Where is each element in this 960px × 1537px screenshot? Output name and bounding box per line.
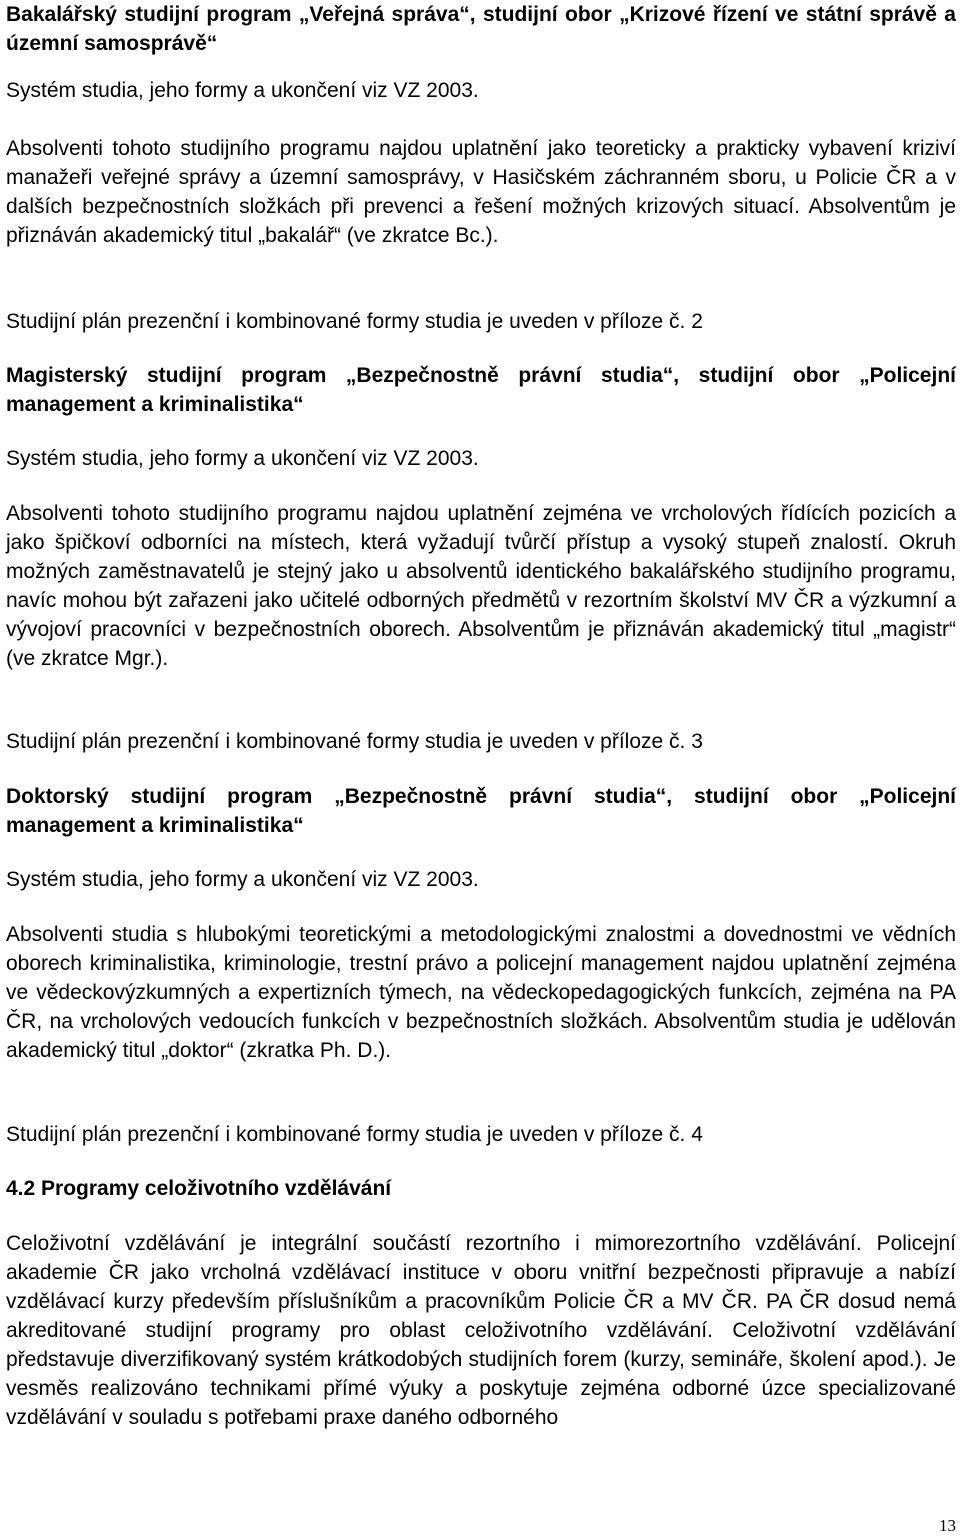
- bachelor-heading: Bakalářský studijní program „Veřejná správa“, studijní obor „Krizové řízení ve státní správě a územní samosprávě“: [6, 3, 956, 55]
- section-heading: 4.2 Programy celoživotního vzdělávání: [6, 1177, 392, 1200]
- master-system-note: Systém studia, jeho formy a ukončení viz VZ 2003.: [6, 447, 479, 470]
- master-heading: Magisterský studijní program „Bezpečnostně právní studia“, studijní obor „Policejní management a kriminalistika“: [6, 364, 956, 416]
- doctoral-system-note: Systém studia, jeho formy a ukončení viz VZ 2003.: [6, 868, 479, 891]
- bachelor-system-note: Systém studia, jeho formy a ukončení viz VZ 2003.: [6, 79, 479, 102]
- doctoral-graduates-paragraph: Absolventi studia s hlubokými teoretickými a metodologickými znalostmi a dovednostmi ve vědních oborech kriminalistika, kriminologie, trestní právo a policejní management najdou uplatnění zejména ve vědeckovýzkumných a expertizních týmech, na vědeckopedagogických funkcích, zejména na PA ČR, na vrcholových vedoucích funkcích v bezpečnostních složkách. Absolventům studia je udělován akademický titul „doktor“ (zkratka Ph. D.).: [6, 923, 956, 1062]
- doctoral-study-plan-note: Studijní plán prezenční i kombinované formy studia je uveden v příloze č. 4: [6, 1123, 703, 1146]
- doctoral-heading: Doktorský studijní program „Bezpečnostně právní studia“, studijní obor „Policejní management a kriminalistika“: [6, 785, 956, 837]
- master-study-plan-note: Studijní plán prezenční i kombinované formy studia je uveden v příloze č. 3: [6, 730, 703, 753]
- master-graduates-paragraph: Absolventi tohoto studijního programu najdou uplatnění zejména ve vrcholových řídících pozicích a jako špičkoví odborníci na místech, která vyžadují tvůrčí přístup a vysoký stupeň znalostí. Okruh možných zaměstnavatelů je stejný jako u absolventů identického bakalářského studijního programu, navíc mohou být zařazeni jako učitelé odborných předmětů v rezortním školství MV ČR a výzkumní a vývojoví pracovníci v bezpečnostních oborech. Absolventům je přiznáván akademický titul „magistr“ (ve zkratce Mgr.).: [6, 502, 956, 670]
- bachelor-study-plan-note: Studijní plán prezenční i kombinované formy studia je uveden v příloze č. 2: [6, 310, 703, 333]
- section-body-paragraph: Celoživotní vzdělávání je integrální součástí rezortního i mimorezortního vzdělávání. Policejní akademie ČR jako vrcholná vzdělávací instituce v oboru vnitřní bezpečnosti připravuje a nabízí vzdělávací kurzy především příslušníkům a pracovníkům Policie ČR a MV ČR. PA ČR dosud nemá akreditované studijní programy pro oblast celoživotního vzdělávání. Celoživotní vzdělávání představuje diverzifikovaný systém krátkodobých studijních forem (kurzy, semináře, školení apod.). Je vesměs realizováno technikami přímé výuky a poskytuje zejména odborné úzce specializované vzdělávání v souladu s potřebami praxe daného odborného: [6, 1232, 956, 1429]
- bachelor-graduates-paragraph: Absolventi tohoto studijního programu najdou uplatnění jako teoreticky a prakticky vybavení kriziví manažeři veřejné správy a územní samosprávy, v Hasičském záchranném sboru, u Policie ČR a v dalších bezpečnostních složkách při prevenci a řešení možných krizových situací. Absolventům je přiznáván akademický titul „bakalář“ (ve zkratce Bc.).: [6, 137, 956, 247]
- page-number: 13: [939, 1516, 956, 1535]
